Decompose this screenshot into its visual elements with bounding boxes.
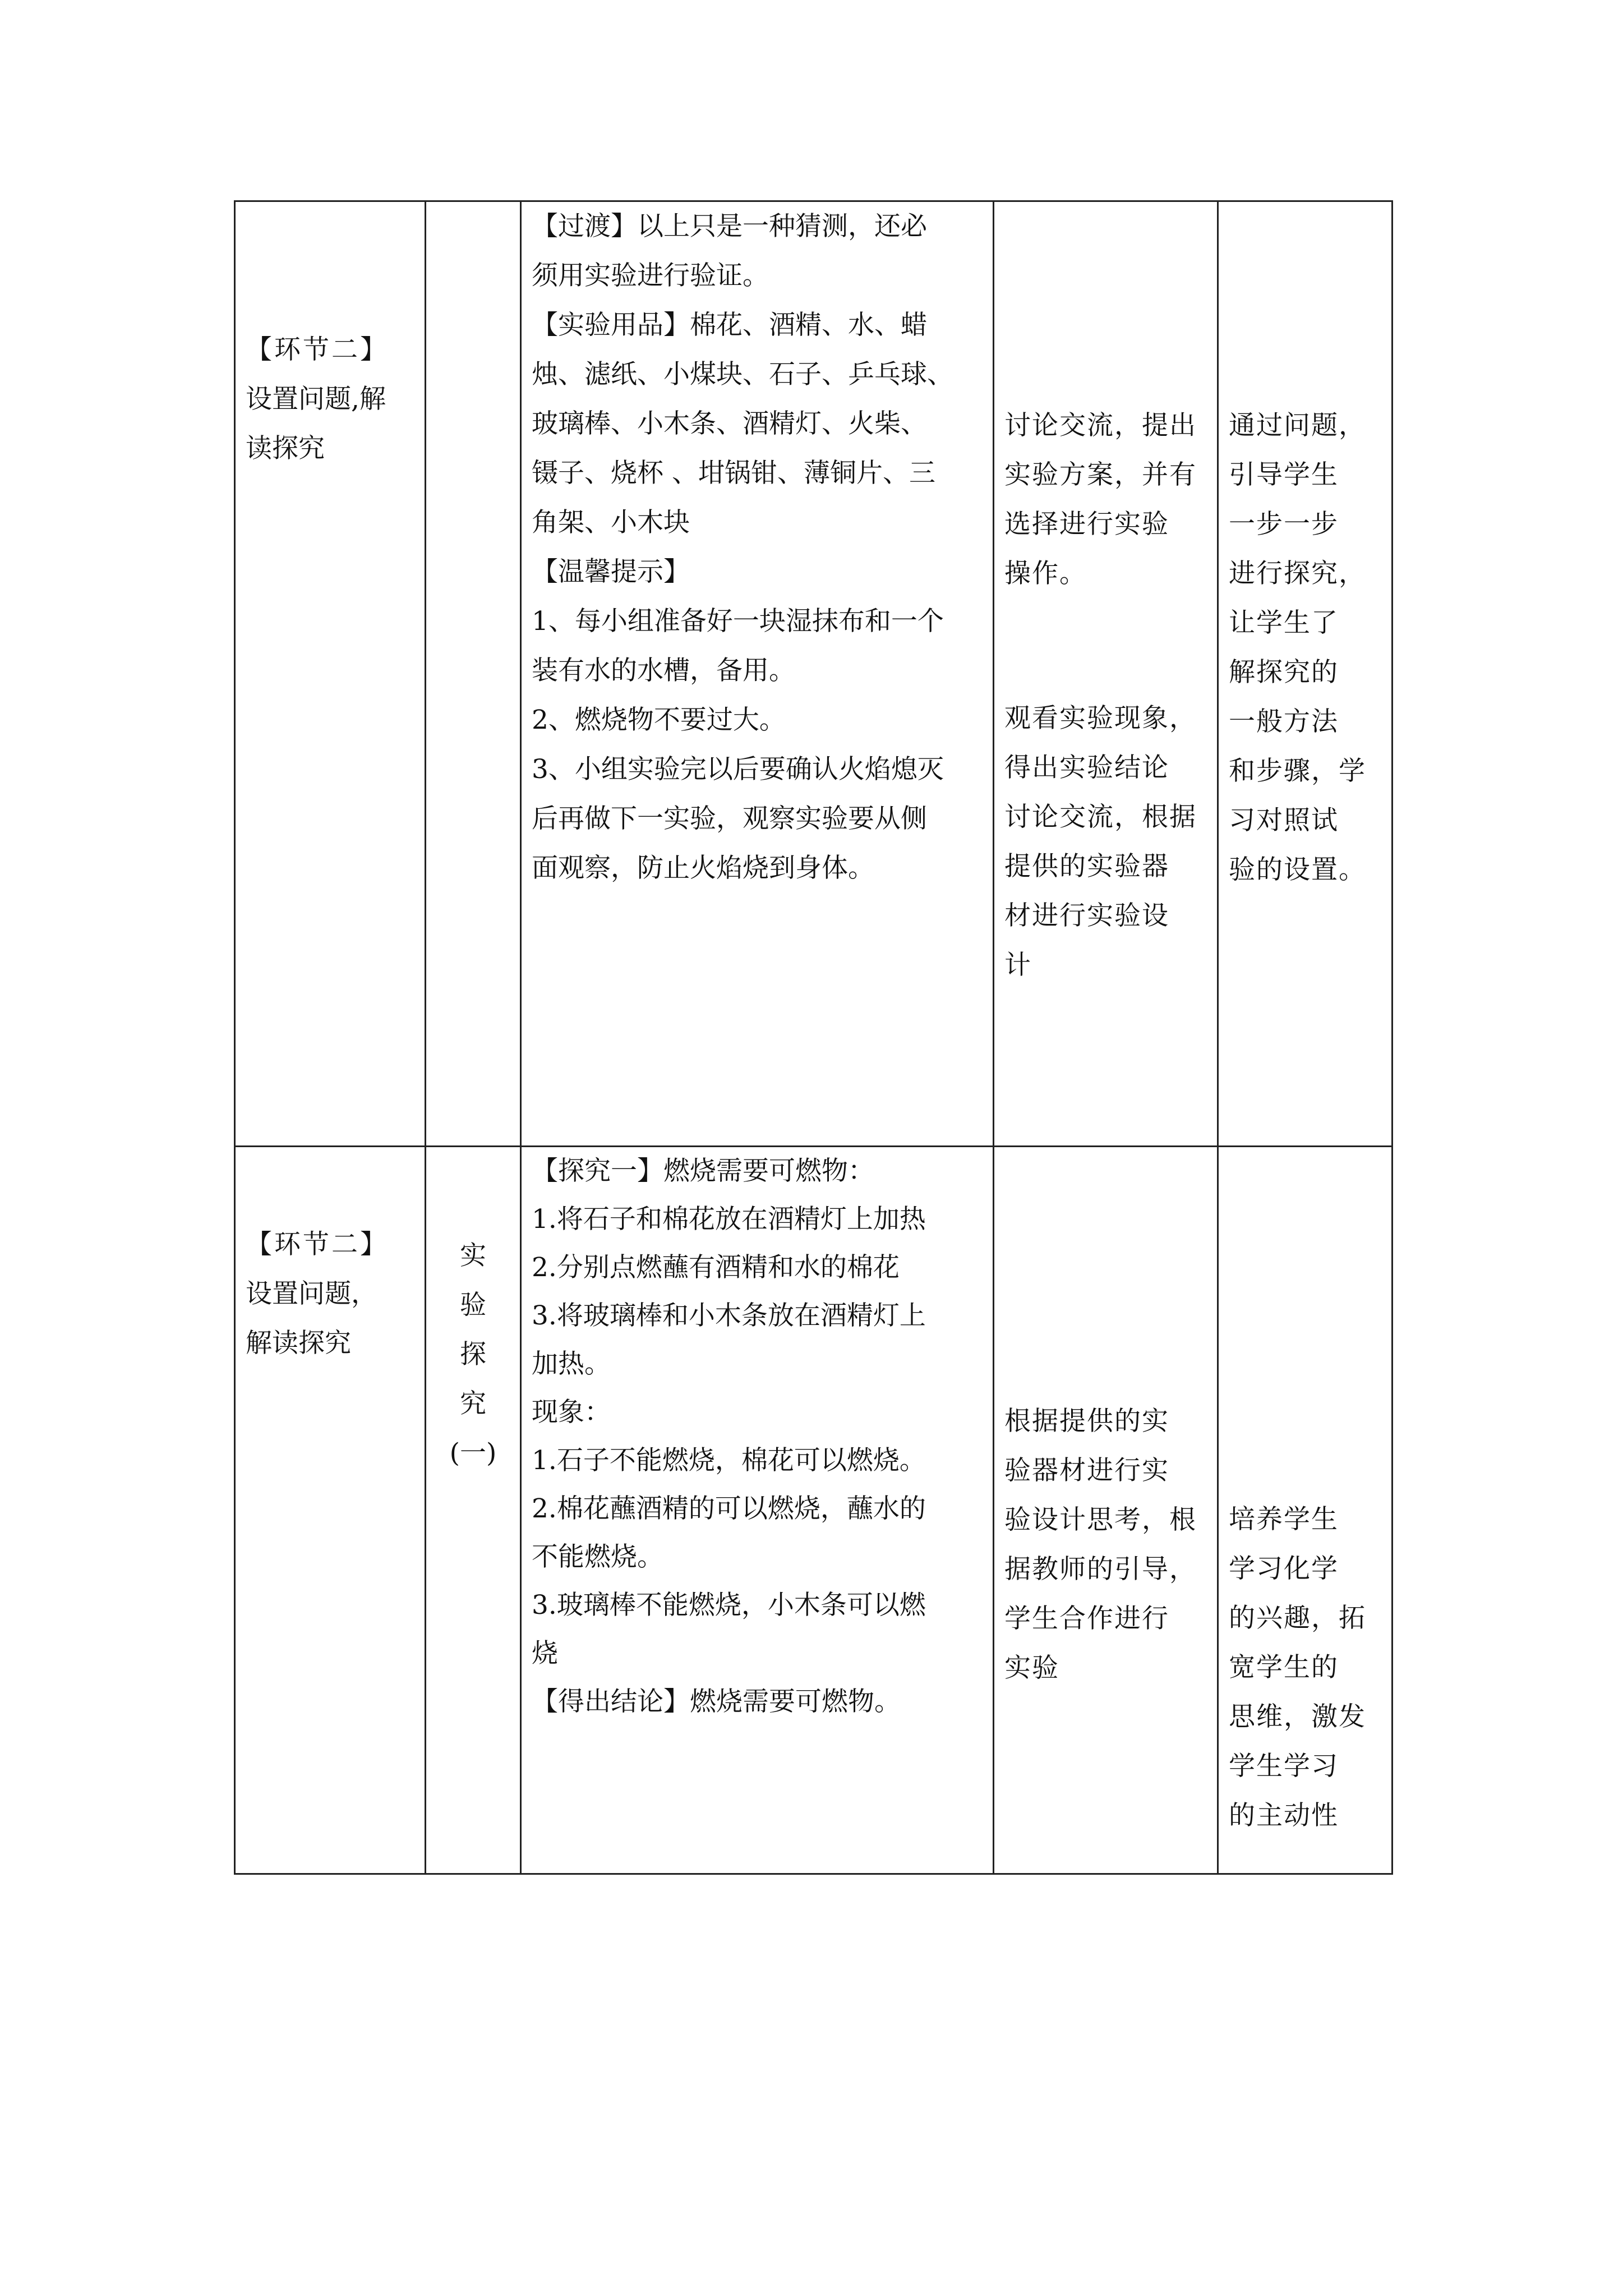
intent-line: 学生学习 — [1229, 1751, 1339, 1782]
intent-line: 通过问题， — [1229, 410, 1366, 441]
content-line: 后再做下一实验，观察实验要从侧 — [532, 803, 927, 834]
label-char: 实 — [460, 1240, 486, 1271]
label-char: 探 — [460, 1339, 486, 1370]
content-line: 面观察，防止火焰烧到身体。 — [532, 853, 874, 884]
content-line: 加热。 — [532, 1349, 611, 1379]
intent-line: 思维，激发 — [1229, 1701, 1366, 1732]
activity-line: 验设计思考，根 — [1004, 1504, 1197, 1535]
table-row — [235, 1147, 1393, 1874]
intent-line: 宽学生的 — [1229, 1652, 1339, 1683]
intent-line: 验的设置。 — [1229, 854, 1366, 885]
label-char: 验 — [460, 1290, 486, 1320]
activity-line: 据教师的引导， — [1004, 1554, 1197, 1585]
activity-line: 得出实验结论 — [1004, 752, 1169, 783]
content-line: 【得出结论】燃烧需要可燃物。 — [532, 1686, 901, 1717]
intent-line: 进行探究， — [1229, 558, 1366, 589]
label-char: (一) — [449, 1438, 497, 1469]
activity-line: 根据提供的实 — [1004, 1406, 1169, 1437]
activity-line: 学生合作进行 — [1004, 1603, 1169, 1634]
content-line: 镊子、烧杯 、坩锅钳、薄铜片、三 — [532, 458, 935, 489]
content-line: 1.将石子和棉花放在酒精灯上加热 — [532, 1204, 926, 1235]
content-line: 玻璃棒、小木条、酒精灯、火柴、 — [532, 408, 927, 439]
content-line: 现象： — [532, 1397, 611, 1428]
content-line: 3.玻璃棒不能燃烧，小木条可以燃 — [532, 1590, 926, 1621]
stage-desc-line: 设置问题， — [246, 1278, 377, 1309]
content-line: 2.棉花蘸酒精的可以燃烧，蘸水的 — [532, 1493, 926, 1524]
activity-line: 操作。 — [1004, 558, 1087, 589]
design-intent-cell — [1218, 1147, 1393, 1874]
content-line: 2.分别点燃蘸有酒精和水的棉花 — [532, 1252, 900, 1283]
intent-line: 培养学生 — [1229, 1504, 1339, 1535]
intent-line: 引导学生 — [1229, 459, 1339, 490]
intent-line: 的兴趣，拓 — [1229, 1603, 1366, 1634]
content-line: 须用实验进行验证。 — [532, 260, 769, 291]
stage-desc-line: 设置问题,解 — [246, 384, 386, 415]
intent-line: 解探究的 — [1229, 657, 1339, 688]
activity-line: 验器材进行实 — [1004, 1455, 1169, 1486]
intent-line: 一步一步 — [1229, 509, 1339, 540]
label-char: 究 — [460, 1388, 486, 1419]
stage-cell — [235, 201, 426, 1147]
intent-line: 一般方法 — [1229, 706, 1339, 737]
activity-line: 实验方案，并有 — [1004, 459, 1197, 490]
content-line: 烧 — [532, 1638, 558, 1669]
intent-line: 学习化学 — [1229, 1553, 1339, 1584]
content-line: 不能燃烧。 — [532, 1542, 663, 1572]
content-line: 烛、滤纸、小煤块、石子、乒乓球、 — [532, 359, 953, 390]
activity-line: 观看实验现象， — [1004, 703, 1197, 734]
intent-line: 和步骤，学 — [1229, 756, 1366, 786]
content-line: 装有水的水槽，备用。 — [532, 655, 795, 686]
content-cell — [521, 201, 994, 1147]
content-line: 3.将玻璃棒和小木条放在酒精灯上 — [532, 1300, 926, 1331]
activity-line: 提供的实验器 — [1004, 851, 1169, 882]
intent-line: 的主动性 — [1229, 1800, 1339, 1831]
content-line: 角架、小木块 — [532, 507, 690, 538]
stage-desc-line: 读探究 — [246, 433, 325, 464]
student-activity-cell — [994, 1147, 1218, 1874]
content-line: 1.石子不能燃烧，棉花可以燃烧。 — [532, 1445, 926, 1476]
label-cell — [426, 201, 521, 1147]
activity-line: 计 — [1004, 950, 1032, 981]
activity-line: 讨论交流，根据 — [1004, 802, 1197, 832]
content-line: 【实验用品】棉花、酒精、水、蜡 — [532, 310, 927, 341]
label-cell — [426, 1147, 521, 1874]
content-line: 【过渡】以上只是一种猜测，还必 — [532, 211, 927, 242]
table-row — [235, 201, 1393, 1147]
activity-line: 材进行实验设 — [1004, 900, 1169, 931]
content-line: 【温馨提示】 — [532, 556, 690, 587]
intent-line: 让学生了 — [1229, 608, 1339, 638]
activity-line: 讨论交流，提出 — [1004, 410, 1197, 441]
activity-line: 选择进行实验 — [1004, 509, 1169, 540]
content-line: 1、每小组准备好一块湿抹布和一个 — [532, 606, 944, 637]
stage-desc-line: 解读探究 — [246, 1328, 351, 1359]
design-intent-cell — [1218, 201, 1393, 1147]
content-line: 2、燃烧物不要过大。 — [532, 705, 786, 735]
activity-line: 实验 — [1004, 1653, 1059, 1683]
stage-tag: 【环节二】 — [246, 334, 389, 365]
intent-line: 习对照试 — [1229, 805, 1339, 836]
content-line: 3、小组实验完以后要确认火焰熄灭 — [532, 754, 944, 785]
content-cell — [521, 1147, 994, 1874]
content-line: 【探究一】燃烧需要可燃物： — [532, 1156, 874, 1186]
lesson-plan-table — [234, 200, 1393, 1875]
stage-tag: 【环节二】 — [246, 1229, 389, 1260]
student-activity-cell — [994, 201, 1218, 1147]
stage-cell — [235, 1147, 426, 1874]
